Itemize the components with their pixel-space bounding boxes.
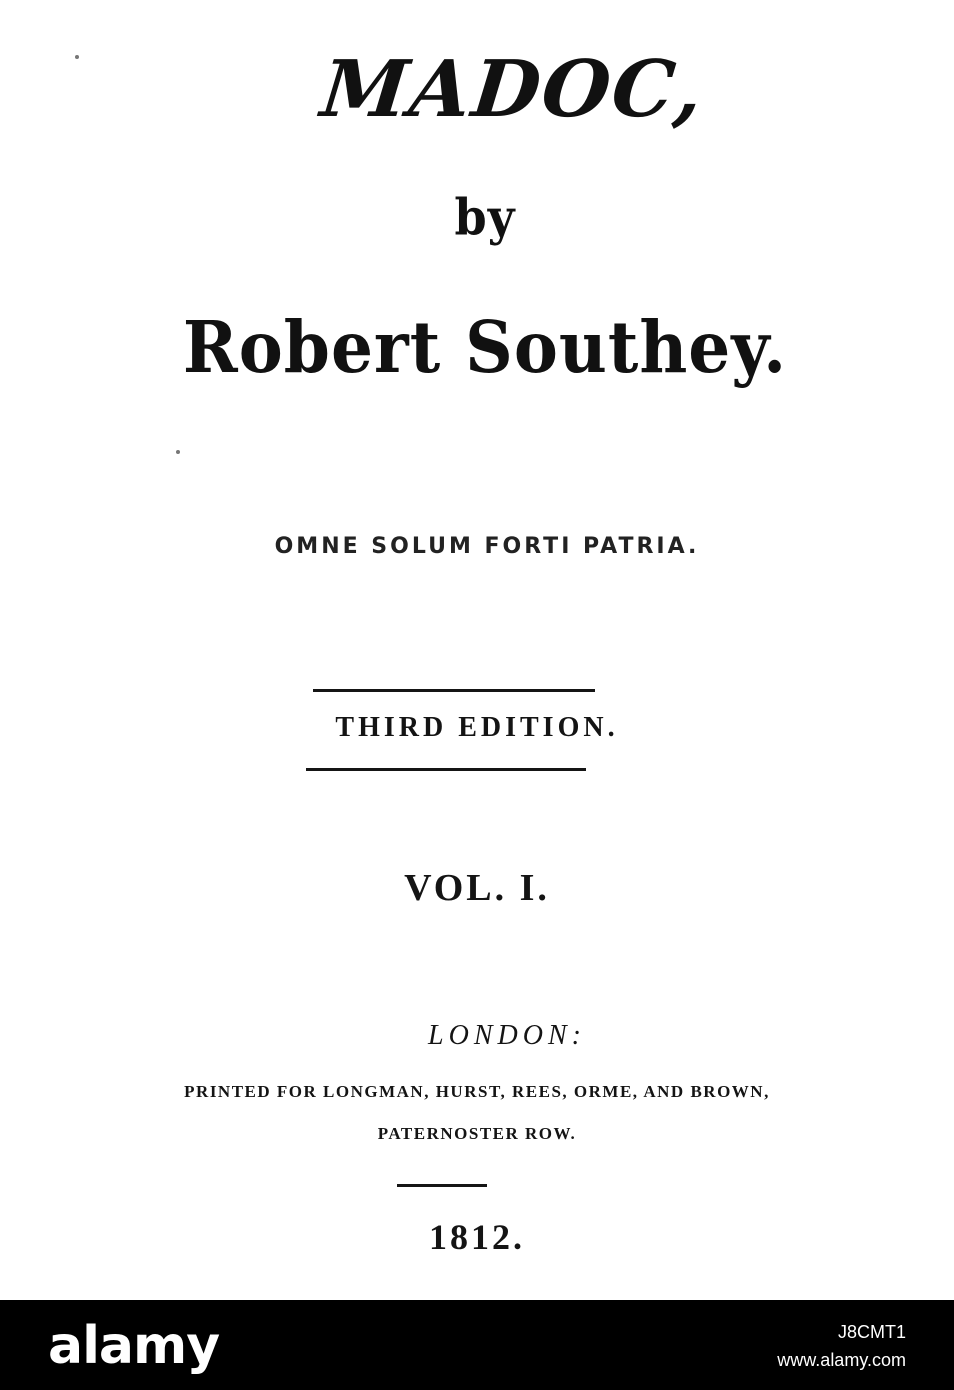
paper-speck <box>176 450 180 454</box>
image-id: J8CMT1 <box>837 1322 906 1342</box>
top-rule-divider <box>313 689 595 692</box>
printer-statement: PRINTED FOR LONGMAN, HURST, REES, ORME, AND BROWN, <box>184 1082 770 1101</box>
bottom-rule-divider <box>306 768 586 771</box>
watermark-footer <box>0 1300 954 1390</box>
alamy-logo: alamy <box>48 1316 220 1376</box>
author-name: Robert Southey. <box>182 304 788 390</box>
edition-statement: THIRD EDITION. <box>335 712 619 743</box>
publication-year: 1812. <box>429 1217 525 1257</box>
year-rule-divider <box>397 1184 487 1187</box>
book-title: MADOC, <box>317 44 709 135</box>
volume-number: VOL. I. <box>404 867 550 909</box>
by-line: by <box>454 187 516 247</box>
publication-place: LONDON: <box>428 1020 586 1051</box>
site-url: www.alamy.com <box>777 1350 906 1370</box>
printer-address: PATERNOSTER ROW. <box>377 1124 577 1143</box>
motto: OMNE SOLUM FORTI PATRIA. <box>274 534 700 559</box>
